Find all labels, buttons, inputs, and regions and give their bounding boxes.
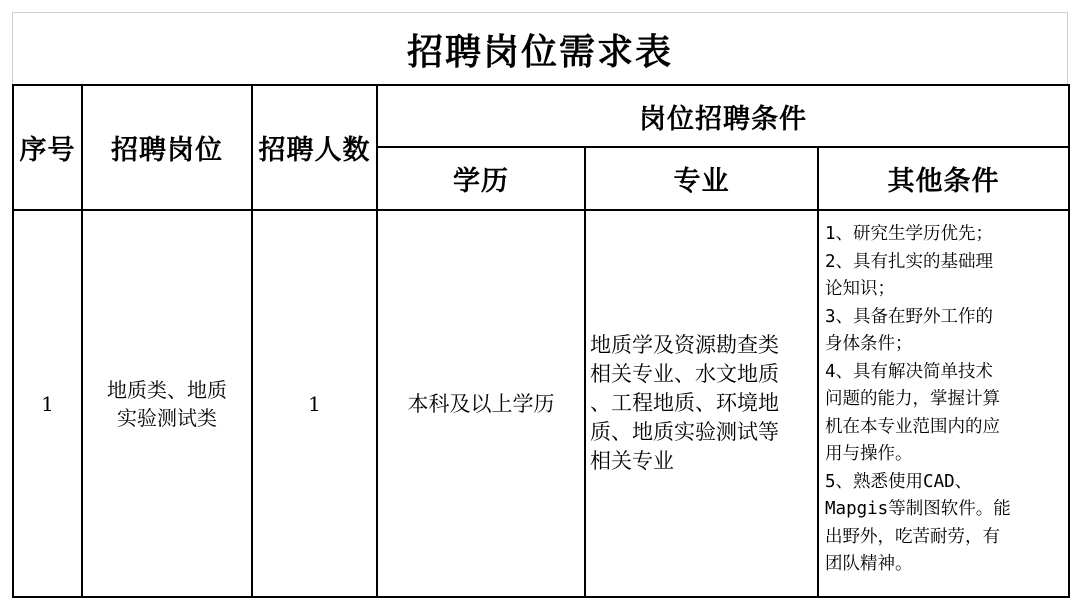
recruitment-table [12,84,1070,598]
other-line: 论知识； [825,279,895,299]
other-line: 1、研究生学历优先； [825,224,994,244]
position-line-1: 地质类、地质 [107,377,227,402]
cell-major [585,210,818,597]
header-conditions: 岗位招聘条件 [377,85,1069,147]
major-line: 相关专业 [590,449,674,473]
cell-no: 1 [13,210,82,597]
other-line: 3、具备在野外工作的 [825,306,994,327]
other-line: 团队精神。 [825,554,913,574]
table-title: 招聘岗位需求表 [12,12,1068,85]
header-other: 其他条件 [818,147,1069,210]
other-line: 身体条件； [825,334,913,354]
other-line: 4、具有解决简单技术 [825,361,994,382]
cell-position [82,210,252,597]
header-position: 招聘岗位 [82,85,252,210]
other-line: 用与操作。 [825,444,913,464]
header-no: 序号 [13,85,82,210]
other-line: 2、具有扎实的基础理 [825,251,994,272]
major-line: 地质学及资源勘查类 [590,333,779,357]
cell-other-conditions [818,210,1069,597]
cell-count: 1 [252,210,377,597]
position-line-2: 实验测试类 [117,405,217,430]
major-line: 质、地质实验测试等 [590,420,779,444]
header-major: 专业 [585,147,818,210]
major-line: 、工程地质、环境地 [590,391,779,415]
other-line: 出野外，吃苦耐劳，有 [825,526,1000,547]
other-line: 机在本专业范围内的应 [825,416,1000,437]
cell-education: 本科及以上学历 [377,210,585,597]
header-education: 学历 [377,147,585,210]
other-line: Mapgis等制图软件。能 [825,499,1011,519]
other-line: 5、熟悉使用CAD、 [825,471,973,492]
major-line: 相关专业、水文地质 [590,362,779,386]
header-count: 招聘人数 [252,85,377,210]
other-line: 问题的能力，掌握计算 [825,389,1000,409]
